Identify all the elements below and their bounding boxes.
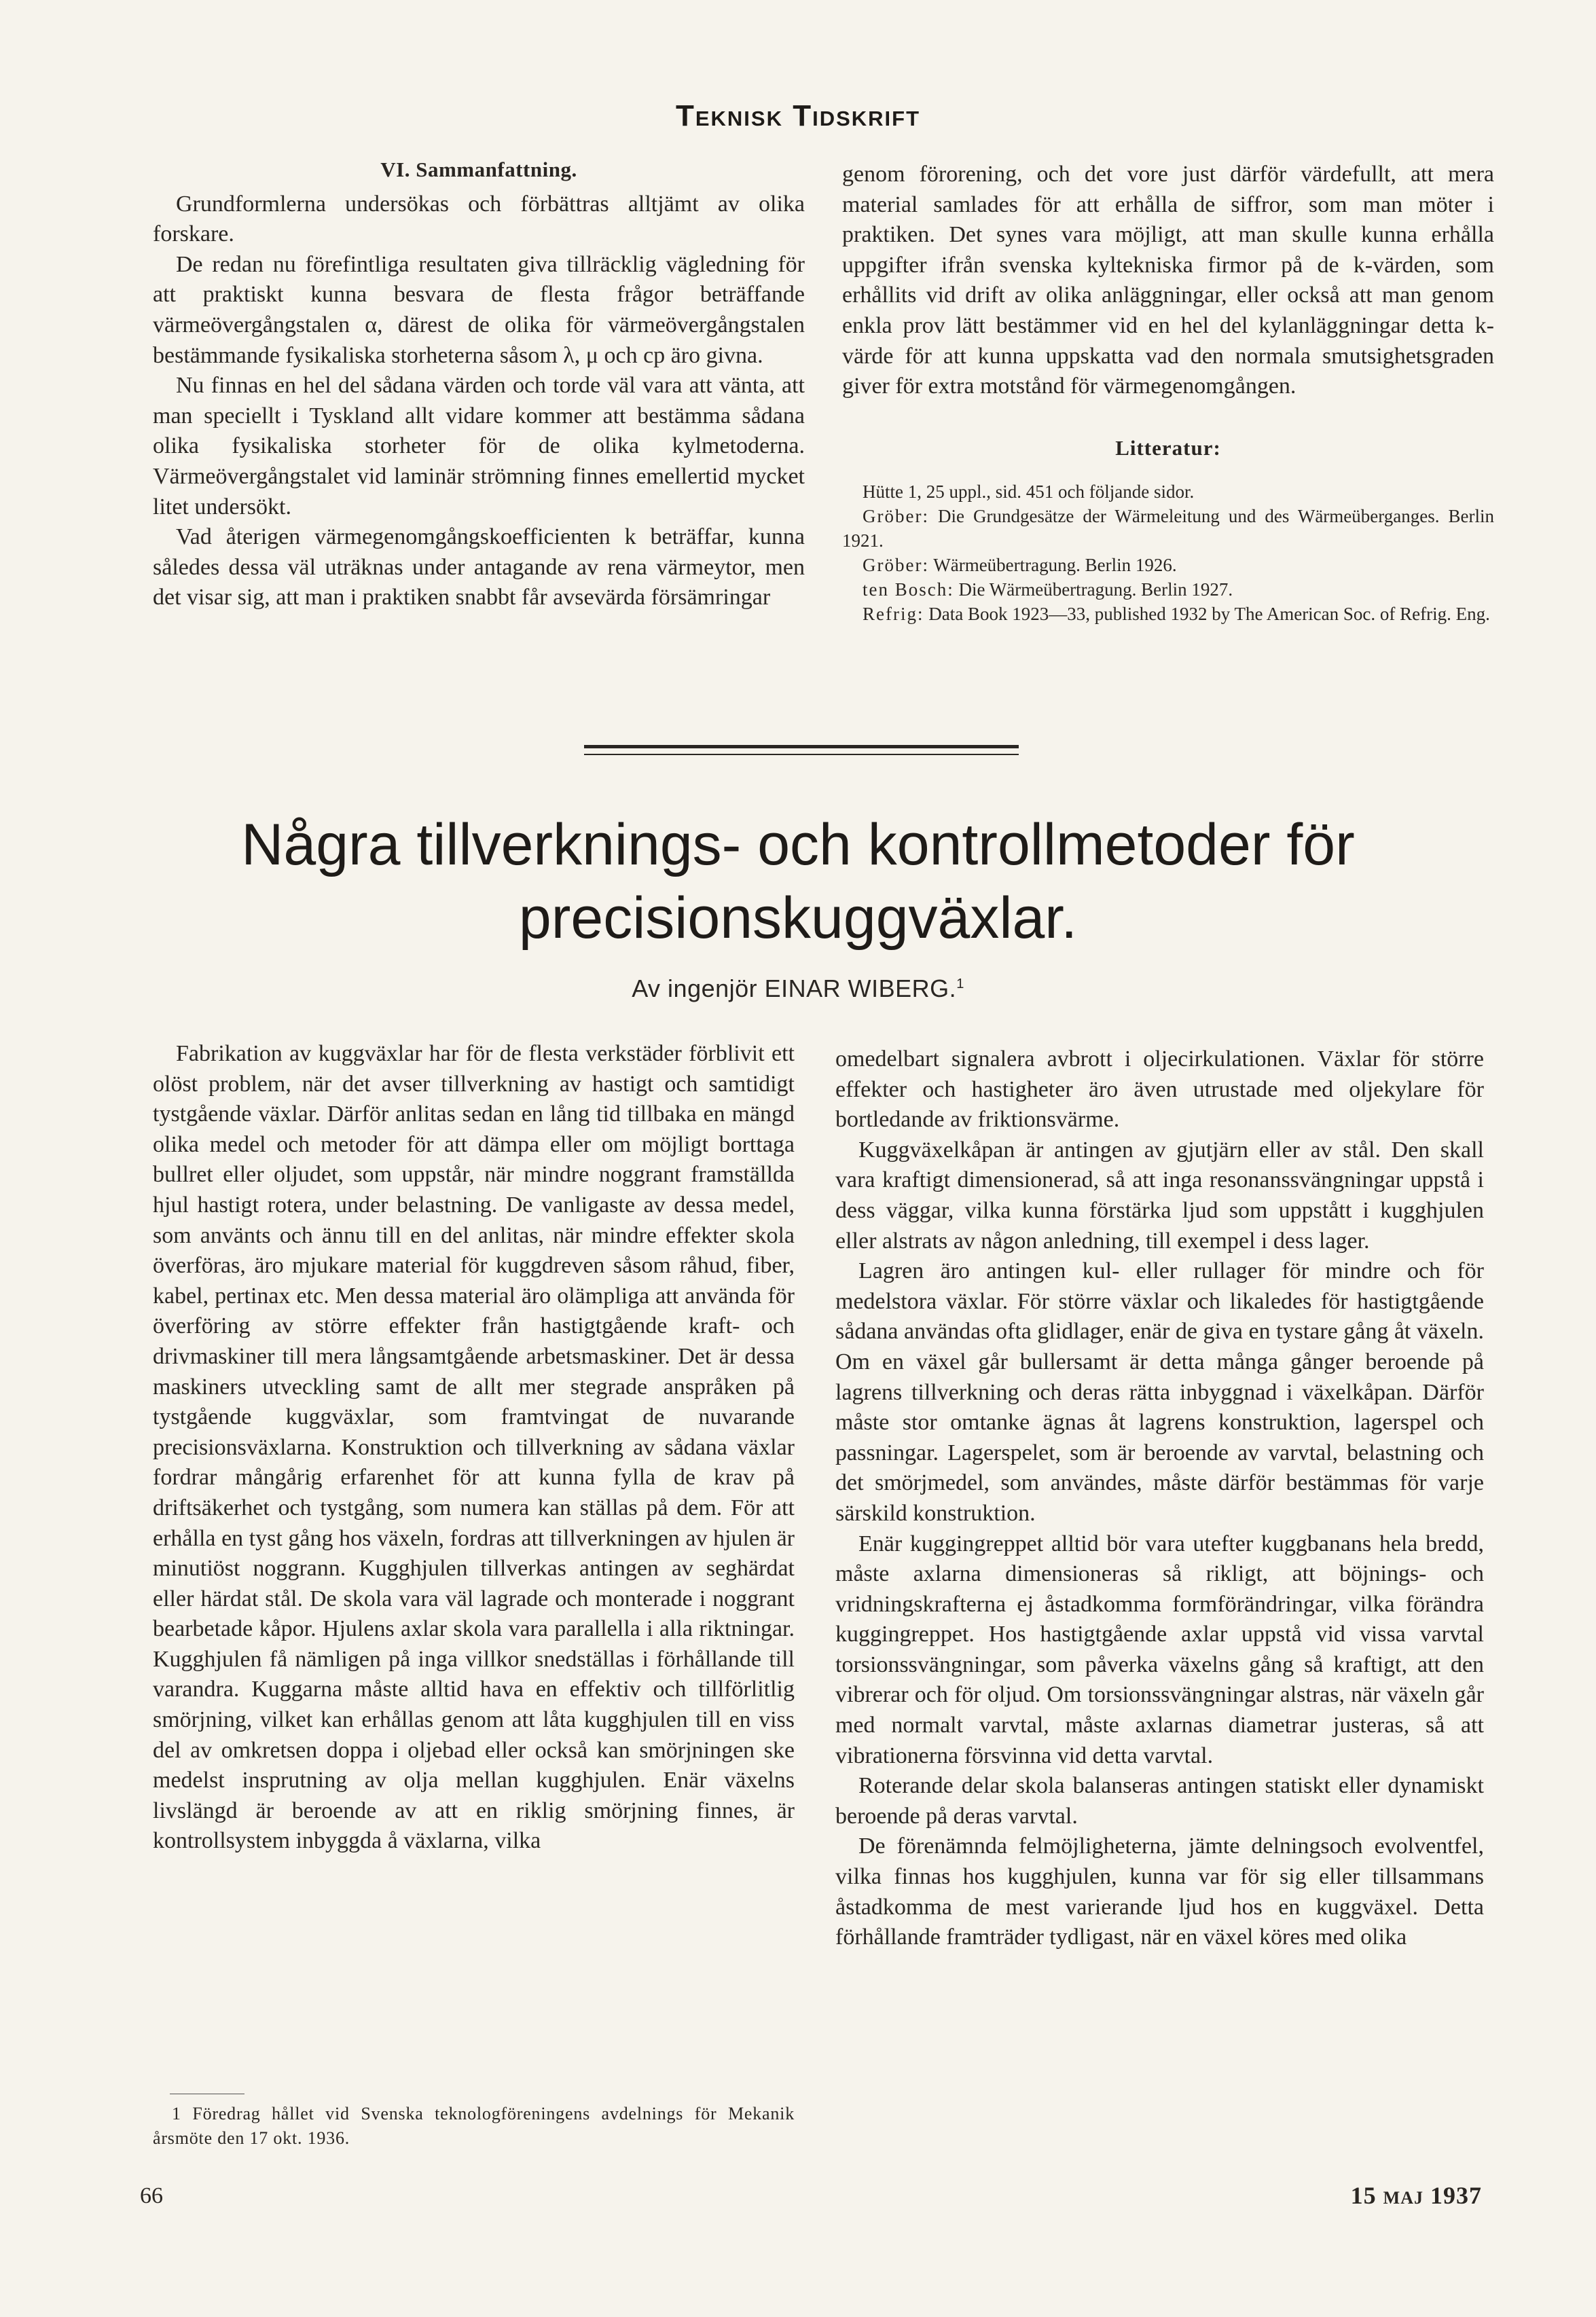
summary-paragraph-3: Nu finnas en hel del sådana värden och torde väl vara att vänta, att man speciellt i Tyskland allt vidare kommer att bestämma sådana olika fysikaliska storheter för de olika kylmetoderna. Värmeövergångstalet vid laminär strömning finnes emellertid mycket litet undersökt.	[153, 373, 805, 519]
journal-header: Teknisk Tidskrift	[675, 99, 921, 132]
summary-right-column	[842, 160, 1494, 626]
footnote: 1 Föredrag hållet vid Svenska teknologföreningens avdelnings för Mekanik årsmöte den 17 okt. 1936.	[153, 2104, 795, 2148]
divider-rule-thin	[584, 754, 1019, 755]
article-left-column	[153, 1039, 795, 1857]
article-byline: Av ingenjör EINAR WIBERG.$^1$	[632, 974, 964, 1002]
page-number: 66	[140, 2183, 163, 2208]
literature-item: Gröber: Die Grundgesätze der Wärmeleitung und des Wärmeüberganges. Berlin 1921.	[842, 506, 1494, 551]
article-right-column	[835, 1044, 1484, 1953]
article-paragraph: omedelbart signalera avbrott i oljecirkulationen. Växlar för större effekter och hastigheter äro även utrustade med oljekylare för bortledande av friktionsvärme.	[835, 1046, 1484, 1133]
literature-title: Litteratur:	[1115, 435, 1221, 460]
article-paragraph: Enär kuggingreppet alltid bör vara utefter kuggbanans hela bredd, måste axlarna dimensioneras så rikligt, att böjnings- och vridningskrafterna ej åstadkomma formförändringar, vilka förändra kuggingreppet. Hos hastigtgående axlar uppstå vid vissa varvtal torsionssvängningar, som påverka växelns gång så kraftigt, att den vibrerar och för oljud. Om torsionssvängningar alstras, när växeln går med normalt varvtal, måste axlarnas diametrar justeras, så att vibrationerna försvinna vid detta varvtal.	[835, 1531, 1484, 1768]
summary-paragraph-4: Vad återigen värmegenomgångskoefficienten k beträffar, kunna således dessa väl uträknas under antagande av rena värmeytor, men det visar sig, att man i praktiken snabbt får avsevärda försämringar	[153, 524, 805, 610]
article-paragraph: De förenämnda felmöjligheterna, jämte delningsoch evolventfel, vilka finnas hos kugghjulen, kunna var för sig eller tillsammans åstadkomma de mest varierande ljud hos en kuggväxel. Detta förhållande framträder tydligast, när en växel köres med olika	[835, 1833, 1484, 1950]
article-paragraph: Fabrikation av kuggväxlar har för de flesta verkstäder förblivit ett olöst problem, när det avser tillverkning av hastigt och samtidigt tystgående växlar. Därför anlitas sedan en lång tid tillbaka en mängd olika medel och metoder för att dämpa eller om möjligt borttaga bullret eller oljudet, som uppstår, när mindre noggrant framställda hjul hastigt rotera, under belastning. De vanligaste av dessa medel, som använts och ännu till en del anlitas, när mindre effekter skola överföras, äro mjukare material för kuggdreven såsom råhud, fiber, kabel, pertinax etc. Men dessa material äro olämpliga att använda för överföring av större effekter från hastigtgående kraft- och drivmaskiner till mera långsamtgående arbetsmaskiner. Det är dessa maskiners utveckling samt de allt mer stegrade anspråken på tystgående kuggväxlar, som framtvingat de nuvarande precisionsväxlarna. Konstruktion och tillverkning av sådana växlar fordrar mångårig erfarenhet för att kunna fylla de krav på driftsäkerhet och tystgång, som numera kan ställas på dem. För att erhålla en tyst gång hos växeln, fordras att tillverkningen av hjulen är minutiöst noggrann. Kugghjulen tillverkas antingen av seghärdat eller härdat stål. De skola vara väl lagrade och monterade i noggrant bearbetade kåpor. Hjulens axlar skola vara parallella i alla riktningar. Kugghjulen få nämligen på inga villkor snedställas i förhållande till varandra. Kuggarna måste alltid hava en effektiv och tillförlitlig smörjning, vilket kan erhållas genom att låta kugghjulen till en viss del av omkretsen doppa i oljebad eller också kan smörjningen ske medelst insprutning av olja mellan kugghjulen. Enär växelns livslängd är beroende av att en riklig smörjning finnes, är kontrollsystem inbyggda å växlarna, vilka	[153, 1041, 795, 1854]
literature-list	[842, 479, 1494, 626]
divider-rule-thick	[584, 745, 1019, 748]
summary-paragraph-1: Grundformlerna undersökas och förbättras alltjämt av olika forskare.	[153, 191, 805, 247]
literature-item: Hütte 1, 25 uppl., sid. 451 och följande sidor.	[863, 481, 1195, 503]
article-title	[136, 808, 1460, 955]
article-title-line-1: Några tillverknings- och kontrollmetoder för	[241, 812, 1355, 877]
article-paragraph: Kuggväxelkåpan är antingen av gjutjärn eller av stål. Den skall vara kraftigt dimensionerad, så att inga resonanssvängningar uppstå i dess väggar, vilka kunna förstärka ljud som uppstått i kugghjulen eller alstrats av någon anledning, till exempel i dess lager.	[835, 1137, 1484, 1254]
issue-date: 15 MAJ 1937	[1350, 2182, 1482, 2209]
footnote-marker: 1	[956, 977, 964, 991]
summary-left-column	[153, 155, 805, 613]
summary-paragraph-continued: genom förorening, och det vore just därför värdefullt, att mera material samlades för att erhålla de siffror, som man möter i praktiken. Det synes vara möjligt, att man skulle kunna erhålla uppgifter ifrån svenska kyltekniska firmor på de k-värden, som erhållits vid drift av olika anläggningar, eller också att man genom enkla prov lätt bestämmer vid en hel del kylanläggningar detta k-värde för att kunna uppskatta vad den normala smutsighetsgraden giver för extra motstånd för värmegenomgången.	[842, 162, 1494, 399]
article-paragraph: Lagren äro antingen kul- eller rullager för mindre och för medelstora växlar. För större växlar och likaledes för hastigtgående sådana användas ofta glidlager, enär de giva en tystare gång åt växeln. Om en växel går bullersamt är detta många gånger beroende på lagrens tillverkning och deras rätta inbyggnad i växelkåpan. Därför måste stor omtanke ägnas åt lagrens konstruktion, lagerspel och passningar. Lagerspelet, som är beroende av varvtal, belastning och det smörjmedel, som användes, måste därför bestämmas för varje särskild konstruktion.	[835, 1258, 1484, 1526]
literature-item: Refrig: Data Book 1923—33, published 1932 by The American Soc. of Refrig. Eng.	[863, 604, 1490, 625]
article-title-line-2: precisionskuggväxlar.	[518, 886, 1078, 951]
article-paragraph: Roterande delar skola balanseras antingen statiskt eller dynamiskt beroende på deras varvtal.	[835, 1773, 1484, 1829]
section-title: VI. Sammanfattning.	[380, 158, 577, 181]
literature-item: Gröber: Wärmeübertragung. Berlin 1926.	[863, 555, 1177, 576]
summary-paragraph-2: De redan nu förefintliga resultaten giva tillräcklig vägledning för att praktiskt kunna besvara de flesta frågor beträffande värmeövergångstalen α, därest de olika för värmeövergångstalen bestämmande fysikaliska storheterna såsom λ, μ och cp äro givna.	[153, 251, 805, 368]
literature-item: ten Bosch: Die Wärmeübertragung. Berlin 1927.	[863, 579, 1233, 600]
